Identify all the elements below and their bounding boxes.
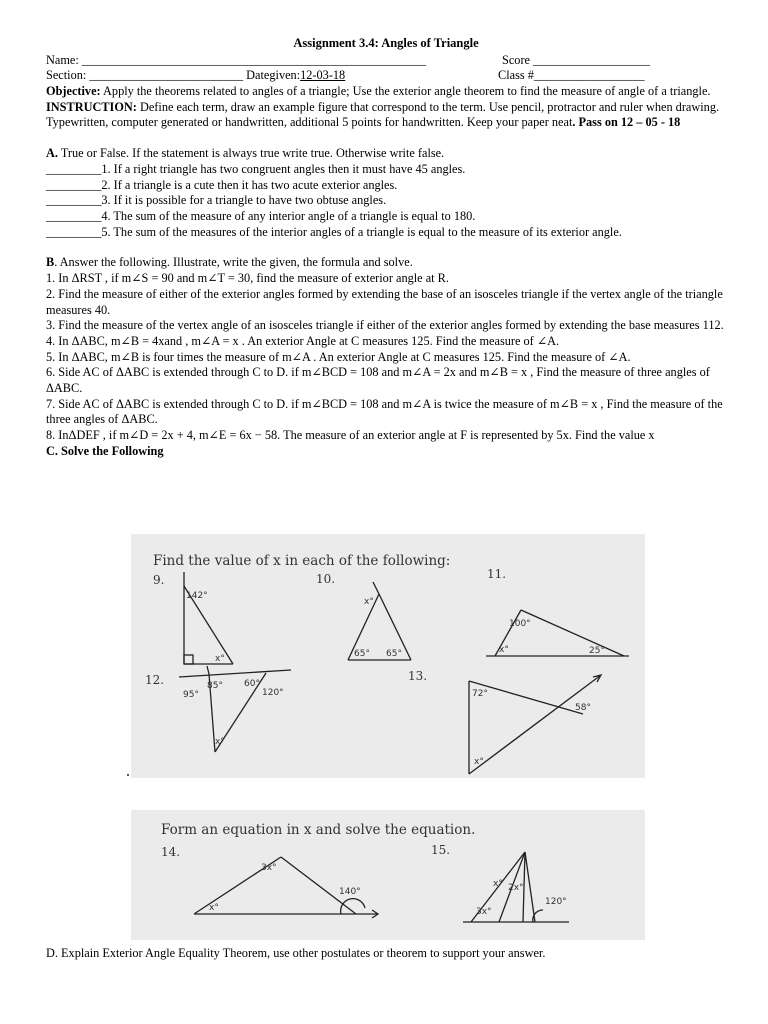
angle-label: 142° xyxy=(186,591,208,601)
angle-label: x° xyxy=(215,654,225,664)
section-a-intro xyxy=(46,146,726,162)
section-b-item: 1. In ΔRST , if m∠S = 90 and m∠T = 30, find the measure of exterior angle at R. xyxy=(46,271,449,286)
angle-label: 65° xyxy=(354,649,370,659)
objective-label: Objective: xyxy=(46,84,101,99)
class-field: Class #__________________ xyxy=(498,68,645,83)
figure-scan-9-13 xyxy=(131,534,645,778)
section-a-item: _________1. If a right triangle has two congruent angles then it must have 45 angles. xyxy=(46,161,466,176)
section-field xyxy=(46,68,345,84)
angle-label: 85° xyxy=(207,681,223,691)
section-a-item: _________3. If it is possible for a triangle to have two obtuse angles. xyxy=(46,193,387,208)
figure-scan-14-15 xyxy=(131,810,645,940)
angle-label: 100° xyxy=(509,619,531,629)
section-b-item: 4. In ΔABC, m∠B = 4xand , m∠A = x . An exterior Angle at C measures 125. Find the measure of ∠A. xyxy=(46,333,560,348)
angle-label: 140° xyxy=(339,887,361,897)
angle-label: 58° xyxy=(575,703,591,713)
pass-date: . Pass on 12 – 05 - 18 xyxy=(572,115,681,130)
section-a-item: _________4. The sum of the measure of any interior angle of a triangle is equal to 180. xyxy=(46,209,476,223)
angle-label: 2x° xyxy=(508,883,524,893)
angle-label: x° xyxy=(215,737,225,747)
section-b-item: 2. Find the measure of either of the exterior angles formed by extending the base of an isosceles triangle if the vertex angle of the triangle measures 40. xyxy=(46,286,723,317)
angle-label: 65° xyxy=(386,649,402,659)
problem-number: 14. xyxy=(161,845,181,859)
objective xyxy=(46,84,726,100)
section-a-label: A. xyxy=(46,146,58,161)
angle-label: x° xyxy=(364,597,374,607)
section-label: Section: _________________________ Dategiven: xyxy=(46,68,301,83)
worksheet-page xyxy=(46,36,726,460)
objective-text: Apply the theorems related to angles of a triangle; Use the exterior angle theorem to find the measure of angle of a triangle. xyxy=(100,84,711,99)
angle-label: 120° xyxy=(262,688,284,698)
section-a-item: _________2. If a triangle is a cute then it has two acute exterior angles. xyxy=(46,177,398,192)
section-b-label: B xyxy=(46,255,55,270)
section-b-intro xyxy=(46,255,726,271)
instruction xyxy=(46,100,726,131)
problem-number: 9. xyxy=(153,573,165,587)
problem-number: 13. xyxy=(408,669,428,683)
angle-label: 72° xyxy=(472,689,488,699)
section-b-text: . Answer the following. Illustrate, write the given, the formula and solve. xyxy=(54,255,413,270)
angle-label: 120° xyxy=(545,897,567,907)
instruction-label: INSTRUCTION: xyxy=(46,99,137,114)
score-field: Score ___________________ xyxy=(502,52,650,67)
triangle-12 xyxy=(179,666,291,752)
angle-label: x° xyxy=(499,645,509,655)
section-a-item: _________5. The sum of the measures of the interior angles of a triangle is equal to the measure of its exterior angle. xyxy=(46,224,622,239)
section-b-item: 5. In ΔABC, m∠B is four times the measure of m∠A . An exterior Angle at C measures 125. Find the measure of ∠A. xyxy=(46,349,631,364)
date-value: 12-03-18 xyxy=(300,68,346,83)
figure-heading: Find the value of x in each of the following: xyxy=(153,553,451,569)
angle-label: x° xyxy=(474,757,484,767)
scan-mark xyxy=(127,774,129,776)
triangle-9 xyxy=(184,572,233,664)
section-b-item: 3. Find the measure of the vertex angle of an isosceles triangle if either of the exterior angles formed by extending the base measures 112. xyxy=(46,318,724,333)
problem-number: 15. xyxy=(431,843,451,857)
name-field: Name: ________________________________________________________ xyxy=(46,52,427,67)
section-c-title: C. Solve the Following xyxy=(46,443,164,458)
problem-number: 12. xyxy=(145,673,165,687)
section-b-item: 6. Side AC of ΔABC is extended through C to D. if m∠BCD = 108 and m∠A = 2x and m∠B = x , Find the measure of three angles of ΔABC. xyxy=(46,365,710,396)
section-b-item: 8. InΔDEF , if m∠D = 2x + 4, m∠E = 6x − 58. The measure of an exterior angle at F is represented by 5x. Find the value x xyxy=(46,428,655,443)
figure-heading: Form an equation in x and solve the equation. xyxy=(161,822,476,838)
angle-label: 3x° xyxy=(476,907,492,917)
triangle-13 xyxy=(469,675,601,774)
angle-label: 3x° xyxy=(261,863,277,873)
section-d: D. Explain Exterior Angle Equality Theorem, use other postulates or theorem to support your answer. xyxy=(46,946,546,960)
name-row xyxy=(46,53,726,69)
angle-label: x° xyxy=(209,903,219,913)
angle-label: 95° xyxy=(183,690,199,700)
section-b-item: 7. Side AC of ΔABC is extended through C to D. if m∠BCD = 108 and m∠A is twice the measure of m∠B = x , Find the measure of the three angles of ΔABC. xyxy=(46,396,723,427)
problem-number: 11. xyxy=(487,567,507,581)
angle-label: 60° xyxy=(244,679,260,689)
page-title: Assignment 3.4: Angles of Triangle xyxy=(293,36,479,50)
instruction-text: Define each term, draw an example figure that correspond to the term. Use pencil, protractor and ruler when drawing. Typewritten, computer generated or handwritten, additional 5 points for handwritten. Keep your paper neat xyxy=(46,99,720,130)
angle-label: x° xyxy=(493,879,503,889)
section-row xyxy=(46,68,726,84)
angle-label: 25° xyxy=(589,646,605,656)
section-a-text: True or False. If the statement is always true write true. Otherwise write false. xyxy=(57,146,445,161)
problem-number: 10. xyxy=(316,572,336,586)
